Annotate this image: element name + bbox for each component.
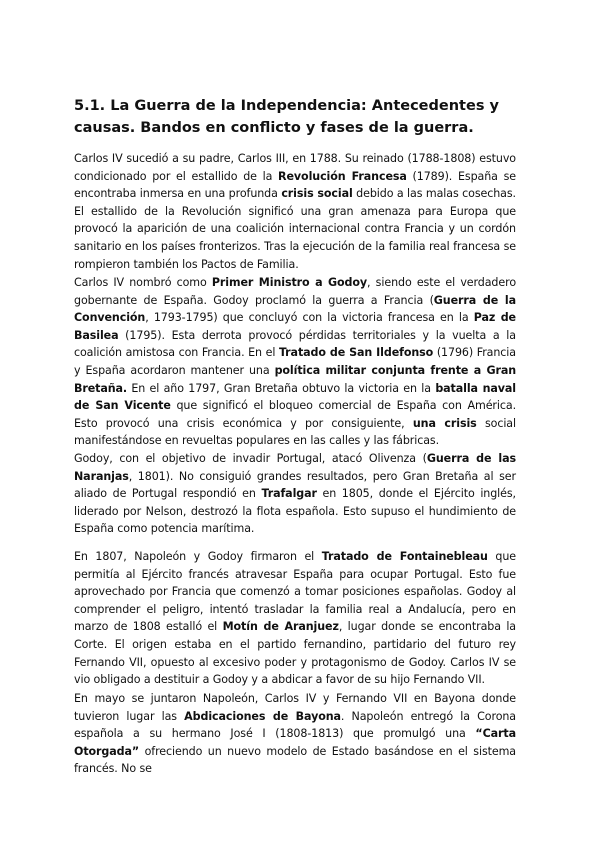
text-run: En el año 1797, Gran Bretaña obtuvo la victoria en la: [127, 381, 436, 395]
text-run: , lugar donde se encontraba la Corte. El origen estaba en el partido fernandino, partidario del futuro rey Fernando VII, opuesto al excesivo poder y protagonismo de Godoy. Carlos IV se vio obligado a destituir a Godoy y a abdicar a favor de su hijo Fernando VII.: [74, 620, 517, 687]
bold-term: Abdicaciones de Bayona: [184, 709, 341, 723]
text-run: Carlos IV sucedió a su padre, Carlos III, en 1788. Su reinado (1788-1808) estuvo condicionado por el estallido de la: [74, 152, 516, 183]
bold-term: batalla naval de San Vicente: [74, 381, 516, 413]
paragraph-reinado-carlos-iv: [74, 150, 516, 273]
text-run: En 1807, Napoleón y Godoy firmaron el: [74, 550, 322, 563]
paragraph-guerra-naranjas: [74, 450, 516, 538]
text-run: que permitía al Ejército francés atravesar España para ocupar Portugal. Esto fue aprovechado por Francia que comenzó a tomar posiciones españolas. Godoy al comprender el peligro, intentó trasladar la familia real a Andalucía, pero en marzo de 1808 estalló el: [74, 550, 517, 634]
bold-term: “Carta Otorgada”: [74, 727, 516, 758]
paragraph-fontainebleau-aranjuez: [74, 548, 516, 689]
text-run: En mayo se juntaron Napoleón, Carlos IV y Fernando VII en Bayona donde tuvieron lugar las: [74, 692, 516, 723]
text-run: Godoy, con el objetivo de invadir Portugal, atacó Olivenza (: [74, 452, 427, 465]
bold-term: Tratado de San Ildefonso: [278, 346, 434, 360]
text-run: (1796) Francia y España acordaron mantener una: [74, 346, 516, 377]
text-run: (1789). España se encontraba inmersa en una profunda: [74, 169, 516, 201]
paragraph-abdicaciones-bayona: [74, 690, 516, 778]
bold-term: política militar conjunta frente a Gran Bretaña.: [74, 363, 516, 395]
paragraph-godoy-primer-ministro: [74, 274, 516, 450]
bold-term: Tratado de Fontainebleau: [321, 550, 488, 563]
text-run: , siendo este el verdadero gobernante de España. Godoy proclamó la guerra a Francia (: [74, 276, 517, 307]
text-run: , 1801). No consiguió grandes resultados, pero Gran Bretaña al ser aliado de Portugal respondió en: [74, 469, 516, 501]
bold-term: Paz de Basilea: [74, 311, 516, 342]
bold-term: Motín de Aranjuez: [222, 620, 339, 634]
section-title: 5.1. La Guerra de la Independencia: Antecedentes y causas. Bandos en conflicto y fases de la guerra.: [74, 98, 499, 136]
text-run: debido a las malas cosechas. El estallido de la Revolución significó una gran amenaza para Europa que provocó la aparición de una coalición internacional contra Francia y un cordón sanitario en los países fronterizos. Tras la ejecución de la familia real francesa se rompieron también los Pactos de Familia.: [74, 187, 516, 271]
text-run: que significó el bloqueo comercial de España con América. Esto provocó una crisis económica y por consiguiente,: [74, 399, 516, 430]
text-run: . Napoleón entregó la Corona española a su hermano José I (1808-1813) que promulgó una: [74, 709, 517, 741]
text-run: en 1805, donde el Ejército inglés, liderado por Nelson, destrozó la flota española. Esto supuso el hundimiento de España como potencia marítima.: [74, 487, 516, 536]
bold-term: Trafalgar: [261, 487, 317, 501]
bold-term: una crisis: [412, 416, 477, 430]
bold-term: crisis social: [281, 187, 353, 201]
bold-term: Guerra de las Naranjas: [74, 452, 516, 483]
bold-term: Guerra de la Convención: [74, 293, 516, 325]
text-run: (1795). Esta derrota provocó pérdidas territoriales y la vuelta a la coalición amistosa con Francia. En el: [74, 328, 516, 360]
text-run: social manifestándose en revueltas populares en las calles y las fábricas.: [74, 416, 516, 448]
bold-term: Revolución Francesa: [278, 169, 407, 183]
bold-term: Primer Ministro a Godoy: [211, 276, 368, 289]
text-run: ofreciendo un nuevo modelo de Estado basándose en el sistema francés. No se: [74, 744, 516, 776]
text-run: Carlos IV nombró como: [74, 276, 212, 289]
text-run: , 1793-1795) que concluyó con la victoria francesa en la: [145, 311, 474, 325]
